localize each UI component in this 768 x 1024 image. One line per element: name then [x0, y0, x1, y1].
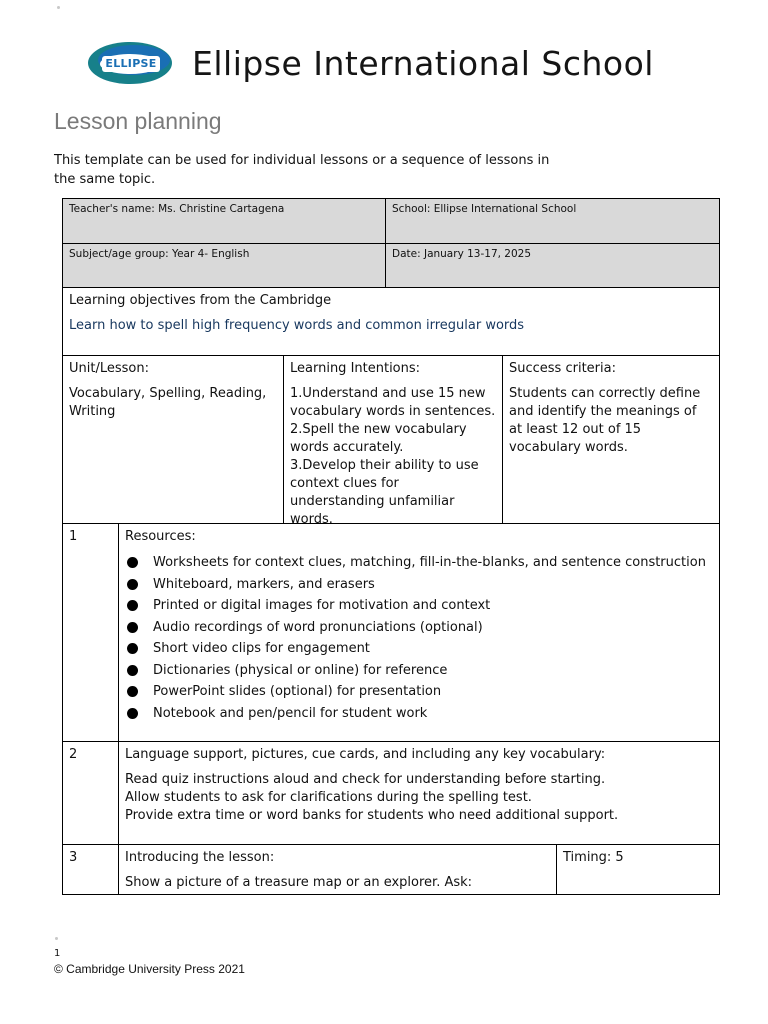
resource-text: Audio recordings of word pronunciations (optional) — [153, 619, 483, 635]
section-1-row — [63, 523, 719, 741]
unit-cell — [63, 356, 283, 523]
introducing-label: Introducing the lesson: — [125, 850, 275, 865]
school-name: Ellipse International School — [192, 43, 654, 83]
bullet-icon — [127, 579, 138, 590]
copyright-text: © Cambridge University Press 2021 — [54, 962, 245, 976]
bullet-icon — [127, 686, 138, 697]
page-title: Lesson planning — [54, 108, 222, 134]
intention-item: 3.Develop their ability to use context clues for understanding unfamiliar words. — [290, 458, 479, 527]
success-cell — [502, 356, 719, 523]
resource-text: Short video clips for engagement — [153, 641, 370, 656]
subject-cell: Subject/age group: Year 4- English — [63, 244, 385, 287]
school-logo — [86, 39, 174, 87]
success-label: Success criteria: — [509, 361, 616, 376]
resource-text: Notebook and pen/pencil for student work — [153, 705, 428, 721]
objectives-row — [63, 287, 719, 355]
date-cell: Date: January 13-17, 2025 — [385, 244, 719, 287]
resource-text: Printed or digital images for motivation and context — [153, 598, 491, 613]
resource-text: Dictionaries (physical or online) for reference — [153, 662, 448, 678]
introducing-cell — [118, 845, 556, 894]
timing-cell: Timing: 5 — [556, 845, 719, 894]
list-item — [125, 638, 713, 660]
bullet-icon — [127, 600, 138, 611]
intro-text: This template can be used for individual lessons or a sequence of lessons in the same topic. — [54, 153, 550, 187]
decorative-dot — [57, 6, 60, 9]
bullet-icon — [127, 622, 138, 633]
page-number: 1 — [54, 948, 61, 959]
resources-label: Resources: — [125, 529, 196, 544]
objectives-cell — [63, 288, 719, 355]
unit-text: Vocabulary, Spelling, Reading, Writing — [69, 386, 267, 419]
success-text: Students can correctly define and identify the meanings of at least 12 out of 15 vocabulary words. — [509, 386, 701, 455]
list-item — [125, 681, 713, 703]
section-number: 2 — [69, 747, 78, 762]
school-header — [86, 38, 654, 88]
support-line: Read quiz instructions aloud and check for understanding before starting. — [125, 772, 606, 787]
objectives-label: Learning objectives from the Cambridge — [69, 293, 332, 308]
bullet-icon — [127, 557, 138, 568]
language-support-cell — [118, 742, 719, 844]
unit-row — [63, 355, 719, 527]
teacher-name-cell: Teacher's name: Ms. Christine Cartagena — [63, 199, 385, 243]
list-item — [125, 595, 713, 617]
lesson-plan-table — [62, 198, 720, 895]
list-item — [125, 660, 713, 682]
section-number: 1 — [69, 529, 78, 544]
list-item — [125, 617, 713, 639]
info-row-2 — [63, 243, 719, 287]
list-item — [125, 552, 713, 574]
list-item — [125, 574, 713, 596]
decorative-dot — [55, 937, 58, 940]
bullet-icon — [127, 643, 138, 654]
resources-list — [125, 552, 713, 724]
language-support-label: Language support, pictures, cue cards, and including any key vocabulary: — [125, 747, 606, 762]
list-item — [125, 703, 713, 725]
bullet-icon — [127, 708, 138, 719]
section-2-row — [63, 741, 719, 844]
info-row-1 — [63, 199, 719, 243]
section-3-row — [63, 844, 719, 894]
introducing-text: Show a picture of a treasure map or an explorer. Ask: — [125, 875, 473, 890]
intention-item: 1.Understand and use 15 new vocabulary words in sentences. — [290, 386, 496, 419]
school-cell: School: Ellipse International School — [385, 199, 719, 243]
resource-text: PowerPoint slides (optional) for presentation — [153, 684, 442, 699]
resource-text: Whiteboard, markers, and erasers — [153, 576, 375, 592]
section-number: 3 — [69, 850, 78, 865]
intentions-label: Learning Intentions: — [290, 361, 421, 376]
objectives-text: Learn how to spell high frequency words and common irregular words — [69, 318, 525, 333]
intention-item: 2.Spell the new vocabulary words accurately. — [290, 422, 467, 455]
resource-text: Worksheets for context clues, matching, fill-in-the-blanks, and sentence construction — [153, 555, 706, 570]
logo-text: ELLIPSE — [102, 56, 160, 72]
bullet-icon — [127, 665, 138, 676]
resources-cell — [118, 524, 719, 741]
support-line: Provide extra time or word banks for students who need additional support. — [125, 808, 619, 823]
support-line: Allow students to ask for clarifications during the spelling test. — [125, 790, 532, 805]
unit-label: Unit/Lesson: — [69, 361, 149, 376]
intentions-cell — [283, 356, 502, 527]
